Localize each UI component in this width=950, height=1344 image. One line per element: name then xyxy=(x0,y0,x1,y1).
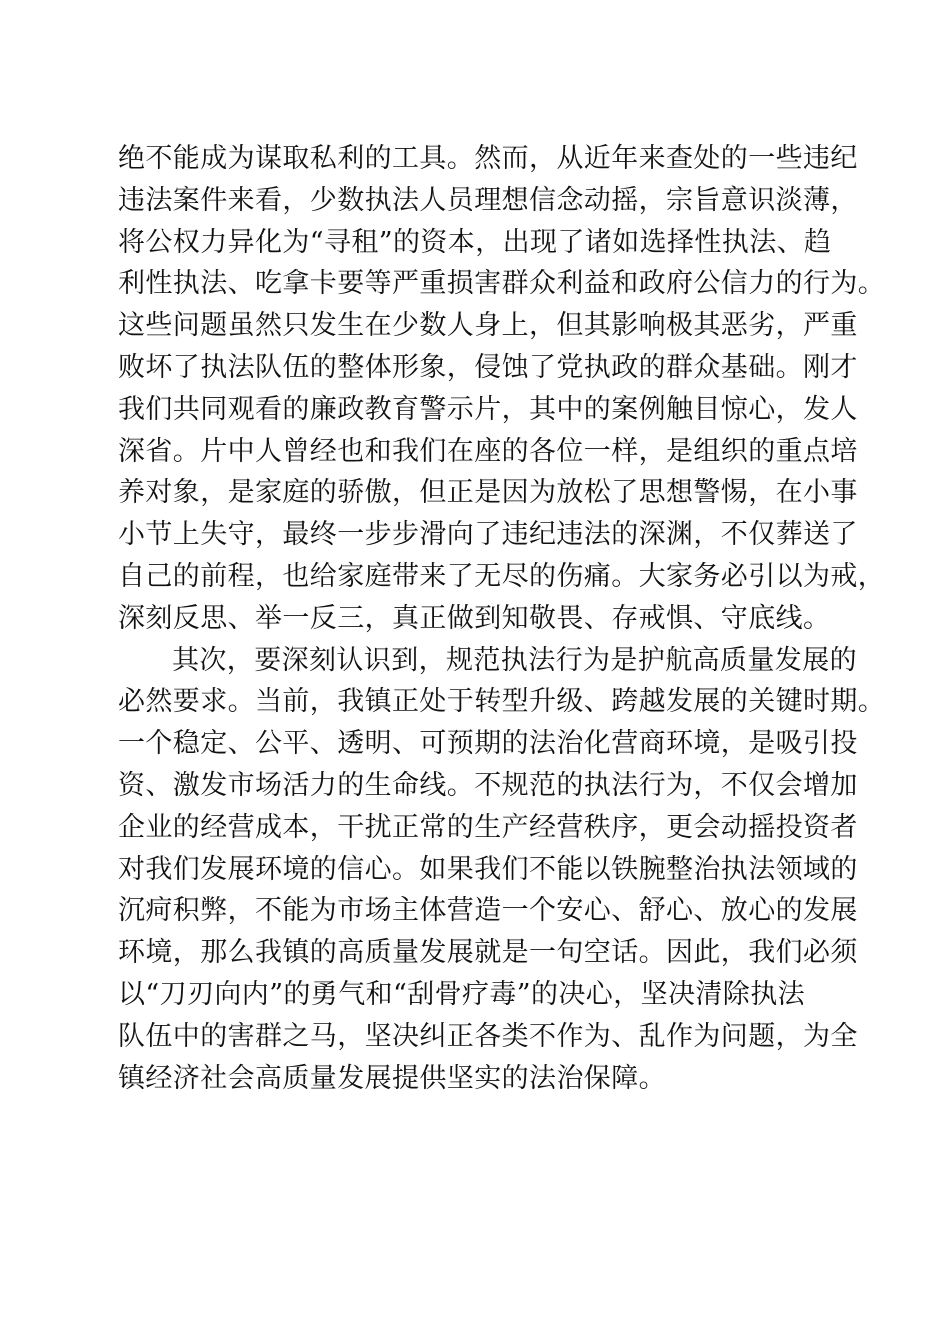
text-line: 绝不能成为谋取私利的工具。然而，从近年来查处的一些违纪 xyxy=(118,143,858,174)
text-line: 资、激发市场活力的生命线。不规范的执法行为，不仅会增加 xyxy=(118,769,858,801)
paragraph-2 xyxy=(118,640,886,1100)
text-line: 深省。片中人曾经也和我们在座的各位一样，是组织的重点培 xyxy=(118,435,858,467)
text-line: 环境，那么我镇的高质量发展就是一句空话。因此，我们必须 xyxy=(118,937,858,969)
text-line: 利性执法、吃拿卡要等严重损害群众利益和政府公信力的行为。 xyxy=(118,268,886,300)
text-line: 必然要求。当前，我镇正处于转型升级、跨越发展的关键时期。 xyxy=(118,686,886,718)
text-line: 企业的经营成本，干扰正常的生产经营秩序，更会动摇投资者 xyxy=(118,811,858,843)
text-line: 以“刀刃向内”的勇气和“刮骨疗毒”的决心，坚决清除执法 xyxy=(118,978,806,1010)
text-line: 我们共同观看的廉政教育警示片，其中的案例触目惊心，发人 xyxy=(118,393,858,425)
text-line: 小节上失守，最终一步步滑向了违纪违法的深渊，不仅葬送了 xyxy=(118,519,858,551)
text-line: 深刻反思、举一反三，真正做到知敬畏、存戒惧、守底线。 xyxy=(118,602,831,634)
paragraph-1 xyxy=(118,138,886,640)
text-line: 其次，要深刻认识到，规范执法行为是护航高质量发展的 xyxy=(172,644,857,676)
text-line: 对我们发展环境的信心。如果我们不能以铁腕整治执法领域的 xyxy=(118,853,858,885)
text-line: 队伍中的害群之马，坚决纠正各类不作为、乱作为问题，为全 xyxy=(118,1020,858,1052)
text-line: 沉疴积弊，不能为市场主体营造一个安心、舒心、放心的发展 xyxy=(118,895,858,927)
text-line: 这些问题虽然只发生在少数人身上，但其影响极其恶劣，严重 xyxy=(118,310,858,342)
text-line: 镇经济社会高质量发展提供坚实的法治保障。 xyxy=(118,1062,666,1094)
text-line: 将公权力异化为“寻租”的资本，出现了诸如选择性执法、趋 xyxy=(118,226,832,258)
text-line: 自己的前程，也给家庭带来了无尽的伤痛。大家务必引以为戒， xyxy=(118,560,886,592)
text-line: 违法案件来看，少数执法人员理想信念动摇，宗旨意识淡薄， xyxy=(118,184,858,216)
text-line: 一个稳定、公平、透明、可预期的法治化营商环境，是吸引投 xyxy=(118,728,858,760)
text-line: 养对象，是家庭的骄傲，但正是因为放松了思想警惕，在小事 xyxy=(118,477,858,509)
document-body xyxy=(118,138,886,1099)
text-line: 败坏了执法队伍的整体形象，侵蚀了党执政的群众基础。刚才 xyxy=(118,351,858,383)
